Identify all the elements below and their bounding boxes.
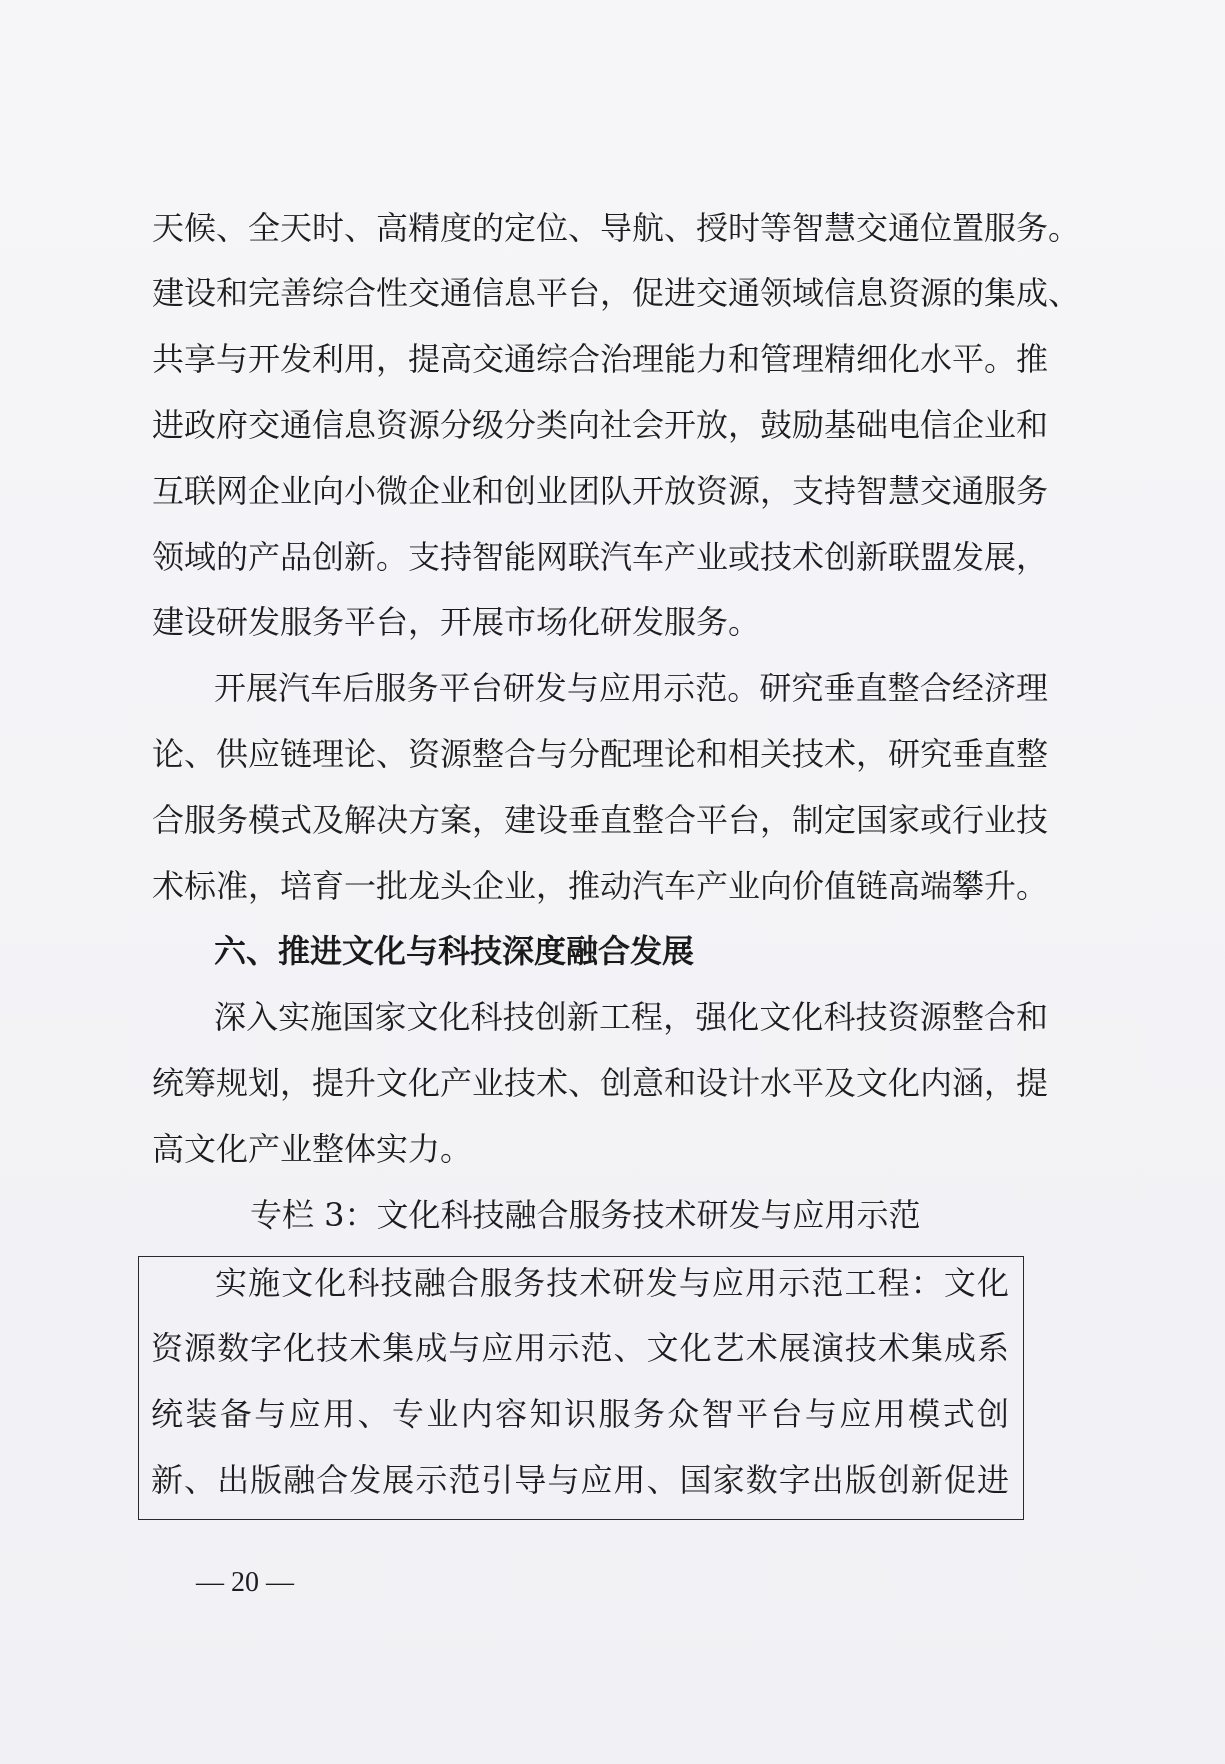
box-line: 资源数字化技术集成与应用示范、文化艺术展演技术集成系 [151, 1329, 1009, 1367]
paragraph-line: 术标准，培育一批龙头企业，推动汽车产业向价值链高端攀升。 [152, 867, 1049, 905]
column-box [138, 1256, 1024, 1520]
box-line: 新、出版融合发展示范引导与应用、国家数字出版创新促进 [151, 1461, 1009, 1499]
section-heading: 六、推进文化与科技深度融合发展 [214, 932, 695, 970]
box-line: 统装备与应用、专业内容知识服务众智平台与应用模式创 [151, 1395, 1009, 1433]
paragraph-line: 合服务模式及解决方案，建设垂直整合平台，制定国家或行业技 [152, 801, 1049, 839]
column-box-title: 专栏 3：文化科技融合服务技术研发与应用示范 [250, 1196, 921, 1234]
paragraph-line: 互联网企业向小微企业和创业团队开放资源，支持智慧交通服务 [152, 472, 1049, 510]
paragraph-line: 开展汽车后服务平台研发与应用示范。研究垂直整合经济理 [214, 669, 1048, 707]
page-number: — 20 — [196, 1567, 294, 1598]
paragraph-line: 建设研发服务平台，开展市场化研发服务。 [152, 603, 761, 641]
paragraph-line: 建设和完善综合性交通信息平台，促进交通领域信息资源的集成、 [152, 274, 1081, 312]
paragraph-line: 领域的产品创新。支持智能网联汽车产业或技术创新联盟发展， [152, 538, 1049, 576]
paragraph-line: 高文化产业整体实力。 [152, 1130, 473, 1168]
box-line: 实施文化科技融合服务技术研发与应用示范工程：文化 [215, 1264, 1009, 1302]
paragraph-line: 共享与开发利用，提高交通综合治理能力和管理精细化水平。推 [152, 340, 1049, 378]
paragraph-line: 进政府交通信息资源分级分类向社会开放，鼓励基础电信企业和 [152, 406, 1049, 444]
paragraph-line: 论、供应链理论、资源整合与分配理论和相关技术，研究垂直整 [152, 735, 1049, 773]
paragraph-line: 天候、全天时、高精度的定位、导航、授时等智慧交通位置服务。 [152, 209, 1081, 247]
paragraph-line: 统筹规划，提升文化产业技术、创意和设计水平及文化内涵，提 [152, 1064, 1049, 1102]
paragraph-line: 深入实施国家文化科技创新工程，强化文化科技资源整合和 [214, 998, 1048, 1036]
